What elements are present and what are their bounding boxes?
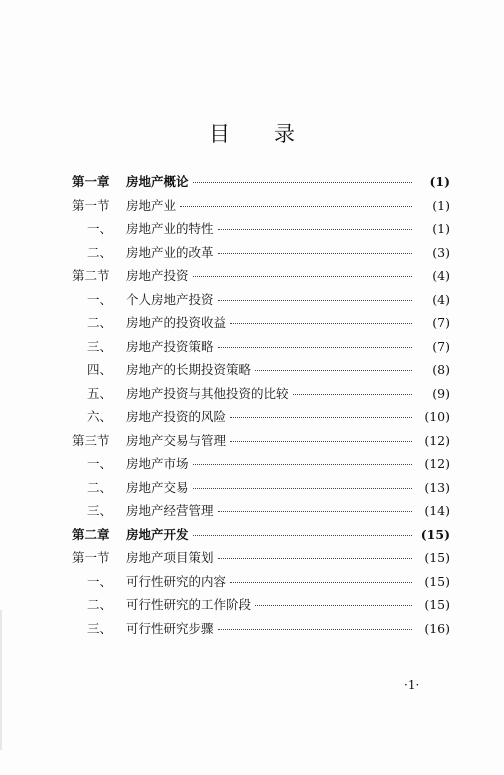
toc-entry-page: (15) bbox=[424, 573, 450, 589]
toc-entry-title: 房地产投资的风险 bbox=[126, 409, 227, 424]
toc-dot-leader bbox=[193, 464, 412, 465]
toc-entry bbox=[72, 196, 450, 220]
toc-entry-number: 二、 bbox=[87, 597, 113, 612]
toc-entry-page: (9) bbox=[432, 385, 450, 401]
toc-entry-number: 五、 bbox=[87, 385, 113, 401]
toc-dot-leader bbox=[255, 370, 412, 371]
toc-dot-leader bbox=[230, 582, 412, 583]
toc-entry-page: (15) bbox=[424, 597, 450, 612]
toc-entry-title: 房地产市场 bbox=[126, 456, 189, 471]
toc-entry-title: 房地产交易 bbox=[126, 479, 189, 495]
toc-dot-leader bbox=[293, 394, 412, 395]
toc-dot-leader bbox=[193, 276, 412, 277]
toc-entry-number: 六、 bbox=[87, 409, 113, 424]
toc-entry-page: (1) bbox=[432, 197, 450, 213]
toc-entry-number: 第一节 bbox=[72, 197, 110, 213]
toc-entry bbox=[72, 384, 450, 408]
table-of-contents bbox=[72, 172, 450, 642]
toc-entry-title: 房地产开发 bbox=[126, 526, 189, 542]
toc-entry bbox=[72, 313, 450, 337]
title-char-2: 录 bbox=[274, 122, 295, 146]
toc-entry-number: 三、 bbox=[87, 620, 113, 636]
toc-entry bbox=[72, 619, 450, 643]
toc-entry-title: 房地产的长期投资策略 bbox=[126, 362, 252, 377]
toc-entry-number: 三、 bbox=[87, 338, 113, 354]
toc-dot-leader bbox=[230, 323, 412, 324]
toc-entry bbox=[72, 501, 450, 525]
toc-entry-number: 二、 bbox=[87, 479, 113, 495]
toc-entry bbox=[72, 172, 450, 196]
toc-entry-number: 一、 bbox=[87, 456, 113, 471]
toc-entry-title: 房地产投资 bbox=[126, 268, 189, 283]
toc-entry-number: 第一节 bbox=[72, 550, 110, 565]
toc-entry bbox=[72, 572, 450, 596]
toc-entry bbox=[72, 407, 450, 431]
toc-entry-title: 个人房地产投资 bbox=[126, 291, 214, 307]
toc-entry bbox=[72, 337, 450, 361]
toc-dot-leader bbox=[218, 629, 412, 630]
toc-entry-page: (14) bbox=[424, 503, 450, 518]
toc-entry-title: 房地产投资与其他投资的比较 bbox=[126, 385, 289, 401]
toc-entry-number: 一、 bbox=[87, 221, 113, 236]
toc-entry-number: 第一章 bbox=[72, 174, 110, 189]
toc-dot-leader bbox=[230, 417, 412, 418]
toc-dot-leader bbox=[230, 441, 412, 442]
toc-dot-leader bbox=[218, 558, 412, 559]
toc-entry bbox=[72, 290, 450, 314]
toc-entry-page: (4) bbox=[432, 268, 450, 283]
toc-entry-number: 第二节 bbox=[72, 268, 110, 283]
toc-entry-page: (13) bbox=[424, 479, 450, 495]
toc-dot-leader bbox=[193, 488, 412, 489]
toc-entry-page: (15) bbox=[420, 526, 450, 542]
toc-dot-leader bbox=[218, 347, 412, 348]
toc-entry bbox=[72, 266, 450, 290]
toc-entry bbox=[72, 525, 450, 549]
toc-entry-title: 房地产业 bbox=[126, 197, 177, 213]
toc-entry-page: (12) bbox=[424, 432, 450, 448]
toc-entry-number: 三、 bbox=[87, 503, 113, 518]
toc-entry-page: (7) bbox=[432, 338, 450, 354]
toc-entry bbox=[72, 454, 450, 478]
page-number: ·1· bbox=[404, 678, 420, 692]
toc-entry bbox=[72, 219, 450, 243]
toc-entry-title: 房地产投资策略 bbox=[126, 338, 214, 354]
toc-dot-leader bbox=[218, 253, 412, 254]
toc-entry-page: (1) bbox=[432, 221, 450, 236]
toc-entry bbox=[72, 548, 450, 572]
toc-entry-title: 可行性研究步骤 bbox=[126, 620, 214, 636]
toc-entry-number: 第三节 bbox=[72, 432, 110, 448]
toc-entry bbox=[72, 360, 450, 384]
toc-entry bbox=[72, 243, 450, 267]
toc-entry-page: (3) bbox=[432, 244, 450, 260]
toc-entry-title: 房地产交易与管理 bbox=[126, 432, 227, 448]
toc-dot-leader bbox=[193, 535, 412, 536]
toc-entry-title: 房地产的投资收益 bbox=[126, 315, 227, 330]
toc-dot-leader bbox=[218, 511, 412, 512]
toc-dot-leader bbox=[218, 300, 412, 301]
toc-entry-title: 房地产业的改革 bbox=[126, 244, 214, 260]
toc-entry-title: 可行性研究的工作阶段 bbox=[126, 597, 252, 612]
toc-entry-number: 二、 bbox=[87, 244, 113, 260]
title-char-1: 目 bbox=[209, 122, 230, 146]
toc-entry-number: 二、 bbox=[87, 315, 113, 330]
toc-entry-title: 房地产概论 bbox=[126, 174, 189, 189]
toc-entry-page: (12) bbox=[424, 456, 450, 471]
scan-margin-shadow bbox=[0, 610, 2, 750]
toc-entry-title: 房地产业的特性 bbox=[126, 221, 214, 236]
toc-entry bbox=[72, 595, 450, 619]
toc-entry-page: (7) bbox=[432, 315, 450, 330]
toc-entry-page: (10) bbox=[424, 409, 450, 424]
toc-entry-page: (4) bbox=[432, 291, 450, 307]
toc-dot-leader bbox=[255, 605, 412, 606]
toc-dot-leader bbox=[218, 229, 412, 230]
toc-entry-number: 四、 bbox=[87, 362, 113, 377]
toc-entry-number: 第二章 bbox=[72, 526, 110, 542]
page-title bbox=[0, 118, 504, 148]
toc-entry-number: 一、 bbox=[87, 291, 113, 307]
toc-entry bbox=[72, 431, 450, 455]
toc-entry bbox=[72, 478, 450, 502]
toc-entry-number: 一、 bbox=[87, 573, 113, 589]
toc-entry-page: (16) bbox=[424, 620, 450, 636]
toc-dot-leader bbox=[180, 206, 412, 207]
toc-dot-leader bbox=[193, 182, 412, 183]
toc-entry-page: (15) bbox=[424, 550, 450, 565]
toc-entry-title: 房地产项目策划 bbox=[126, 550, 214, 565]
toc-entry-page: (8) bbox=[432, 362, 450, 377]
toc-entry-title: 房地产经营管理 bbox=[126, 503, 214, 518]
toc-entry-title: 可行性研究的内容 bbox=[126, 573, 227, 589]
toc-entry-page: (1) bbox=[429, 174, 450, 189]
